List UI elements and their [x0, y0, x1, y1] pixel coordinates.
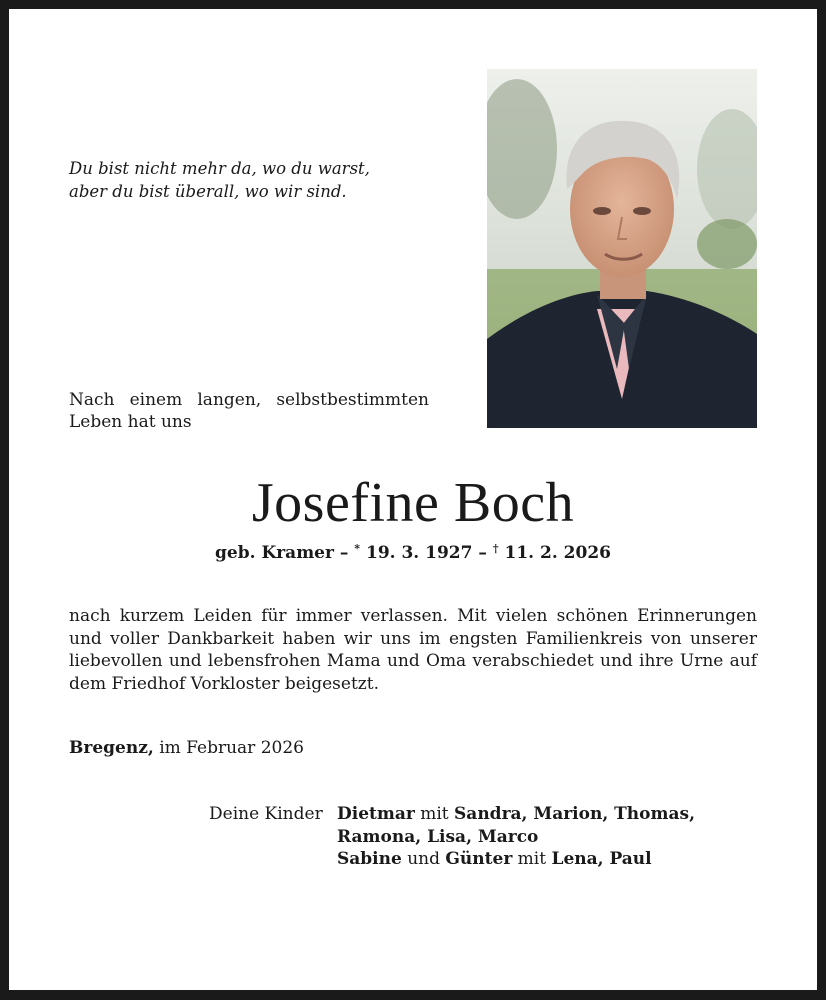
dash: –: [478, 543, 487, 563]
mourner-connector: mit: [512, 849, 552, 869]
death-symbol: †: [492, 542, 499, 555]
mourners-row-2: [209, 826, 695, 849]
mourners-row-1: [209, 803, 695, 826]
maiden-name: geb. Kramer: [215, 543, 334, 563]
obituary-page: [9, 9, 817, 990]
announcement-text: nach kurzem Leiden für immer verlassen. Mit vielen schönen Erinnerungen und voller Dankbarkeit haben wir uns im engsten Familienkreis von unserer liebevollen und lebensfrohen Mama und Oma verabschiedet und ihre Urne auf dem Friedhof Vorkloster beigesetzt.: [69, 606, 757, 694]
mourner-name: Sandra, Marion, Thomas,: [454, 804, 696, 824]
intro-line-1: Nach einem langen, selbstbestimmten: [69, 390, 429, 410]
quote-line-2: aber du bist überall, wo wir sind.: [69, 182, 347, 201]
place-and-date: [69, 737, 304, 759]
mourners-lead: Deine Kinder: [209, 804, 323, 824]
intro-text: [69, 389, 429, 433]
mourner-name: Lena, Paul: [551, 849, 652, 869]
birth-date: 19. 3. 1927: [365, 543, 473, 563]
mourner-connector: mit: [414, 804, 455, 824]
life-dates: [9, 538, 817, 564]
mourners-row-3: [209, 848, 695, 871]
death-date: 11. 2. 2026: [504, 543, 611, 563]
mourner-name: Dietmar: [337, 804, 415, 824]
mourner-name: Sabine: [337, 849, 402, 869]
portrait-photo: [487, 69, 757, 428]
mourner-name: Ramona, Lisa, Marco: [337, 826, 539, 847]
place-city: Bregenz,: [69, 738, 154, 758]
memorial-quote: [69, 157, 429, 203]
dash: –: [339, 543, 349, 563]
mourner-name: Günter: [445, 849, 513, 869]
birth-symbol: *: [354, 542, 361, 555]
quote-line-1: Du bist nicht mehr da, wo du warst,: [69, 159, 370, 178]
deceased-name: Josefine Boch: [251, 472, 575, 534]
portrait-illustration: [487, 69, 757, 428]
intro-line-2: Leben hat uns: [69, 412, 192, 432]
mourners-list: [209, 803, 695, 871]
place-date: im Februar 2026: [159, 738, 304, 758]
mourners-row-1-names: [337, 804, 695, 824]
mourner-connector: und: [401, 849, 446, 869]
